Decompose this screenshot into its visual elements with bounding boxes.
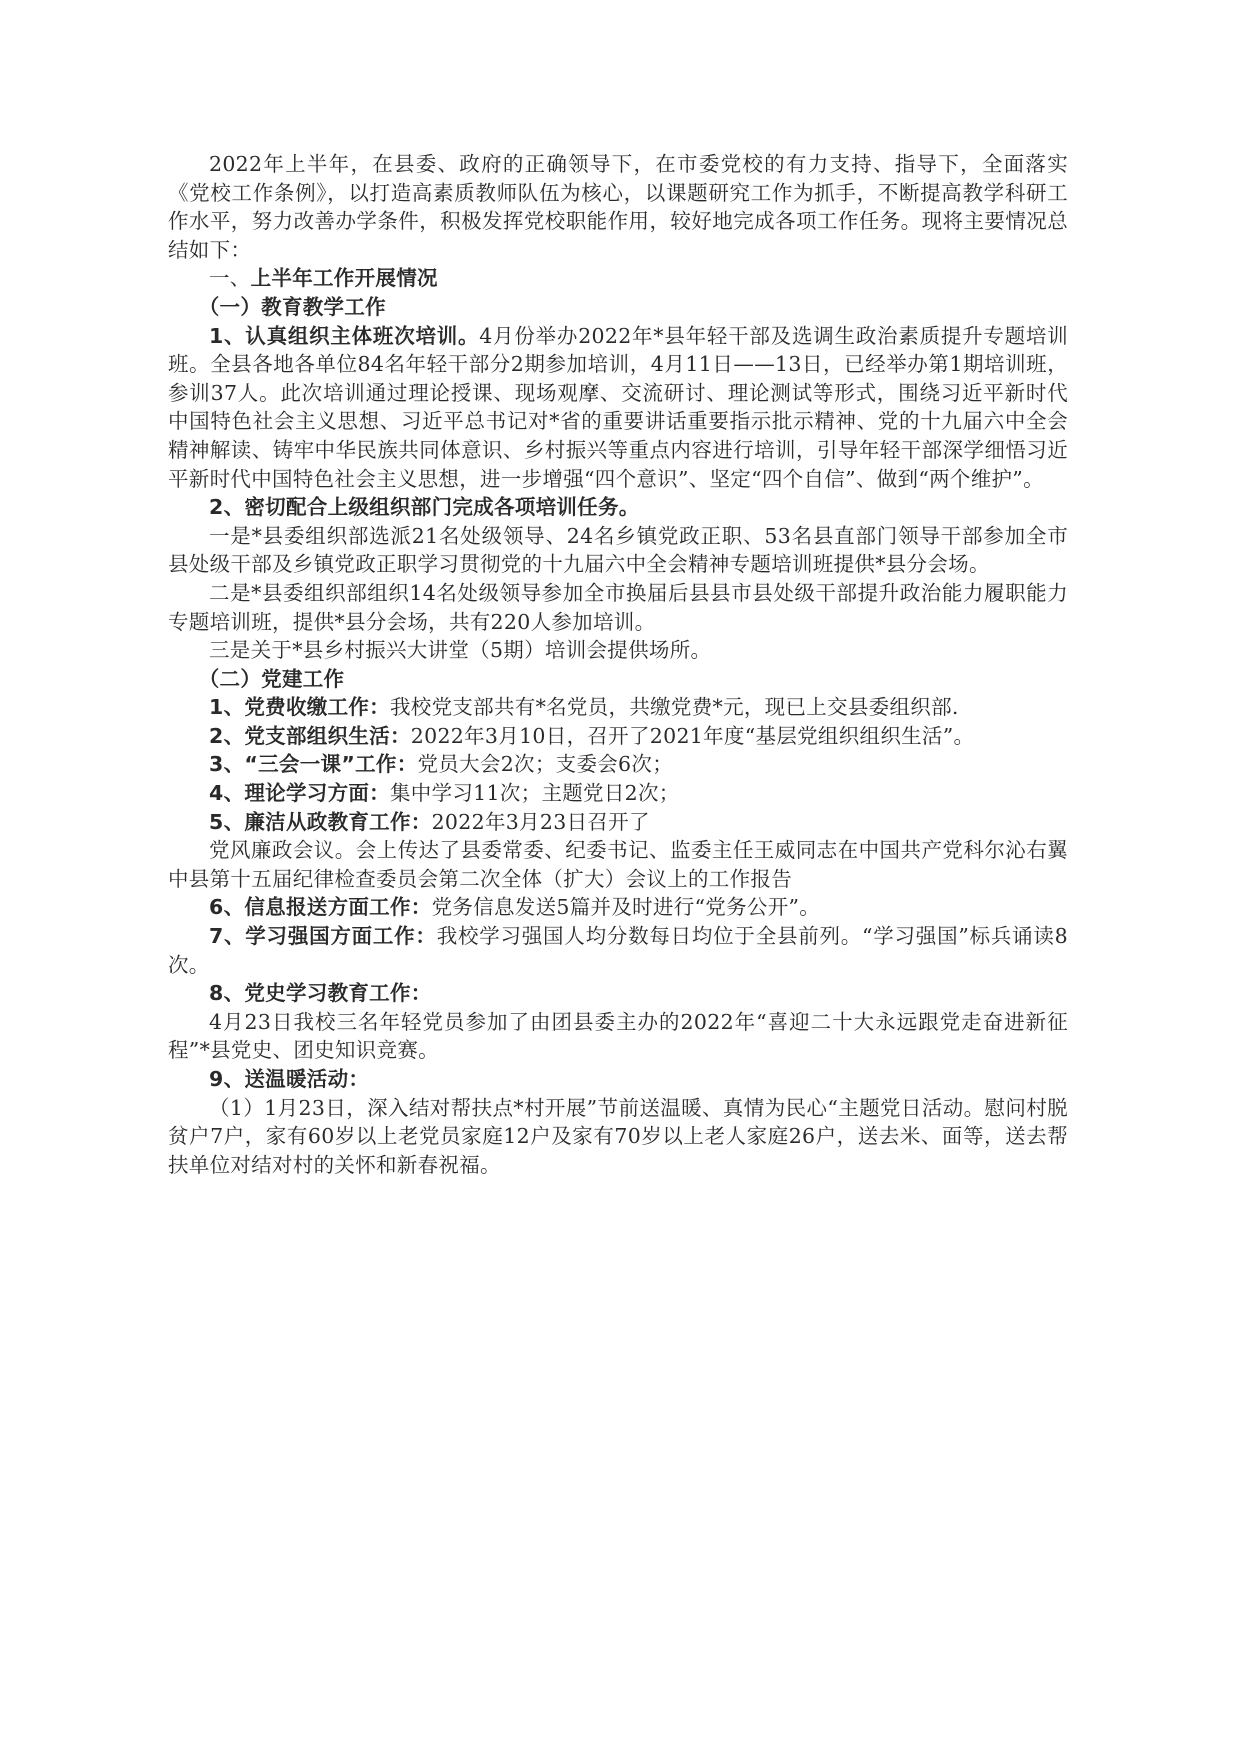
item-heading: 2、密切配合上级组织部门完成各项培训任务。 [209, 495, 640, 520]
party-item-5-continued: 党风廉政会议。会上传达了县委常委、纪委书记、监委主任王威同志在中国共产党科尔沁右翼中县第十五届纪律检查委员会第二次全体（扩大）会议上的工作报告 [168, 838, 1068, 891]
item-body: 我校党支部共有*名党员，共缴党费*元，现已上交县委组织部. [389, 695, 959, 720]
training-task-2: 二是*县委组织部组织14名处级领导参加全市换届后县县市县处级干部提升政治能力履职能力专题培训班，提供*县分会场，共有220人参加培训。 [168, 580, 1068, 634]
party-item-5 [168, 808, 1068, 837]
party-item-2 [168, 722, 1068, 751]
item-body: 党务信息发送5篇并及时进行“党务公开”。 [431, 895, 821, 920]
item-heading: 6、信息报送方面工作： [209, 895, 432, 920]
item-heading: 1、认真组织主体班次培训。 [209, 323, 480, 348]
item-heading: 1、党费收缴工作： [209, 695, 390, 720]
training-task-1: 一是*县委组织部选派21名处级领导、24名乡镇党政正职、53名县直部门领导干部参加全市县处级干部及乡镇党政正职学习贯彻党的十九届六中全会精神专题培训班提供*县分会场。 [168, 523, 1068, 577]
subsection-heading-party-building: （二）党建工作 [198, 666, 345, 691]
item-heading: 4、理论学习方面： [209, 781, 390, 806]
item-body: 2022年3月10日，召开了2021年度“基层党组织组织生活”。 [410, 723, 975, 748]
item-body: 4月份举办2022年*县年轻干部及选调生政治素质提升专题培训班。全县各地各单位84名年轻干部分2期参加培训，4月11日——13日，已经举办第1期培训班，参训37人。此次培训通过理论授课、现场观摩、交流研讨、理论测试等形式，围绕习近平新时代中国特色社会主义思想、习近平总书记对*省的重要讲话重要指示批示精神、党的十九届六中全会精神解读、铸牢中华民族共同体意识、乡村振兴等重点内容进行培训，引导年轻干部深学细悟习近平新时代中国特色社会主义思想，进一步增强“四个意识”、坚定“四个自信”、做到“两个维护”。 [168, 323, 1068, 491]
party-item-8 [168, 979, 1068, 1008]
item-heading: 8、党史学习教育工作： [209, 981, 432, 1006]
intro-paragraph: 2022年上半年，在县委、政府的正确领导下，在市委党校的有力支持、指导下，全面落实《党校工作条例》，以打造高素质教师队伍为核心，以课题研究工作为抓手，不断提高教学科研工作水平，努力改善办学条件，积极发挥党校职能作用，较好地完成各项工作任务。现将主要情况总结如下： [168, 152, 1068, 262]
party-item-8-body: 4月23日我校三名年轻党员参加了由团县委主办的2022年“喜迎二十大永远跟党走奋进新征程”*县党史、团史知识竞赛。 [168, 1009, 1068, 1063]
item-body: 我校学习强国人均分数每日均位于全县前列。“学习强国”标兵诵读8次。 [168, 924, 1068, 977]
party-item-9-body: （1）1月23日，深入结对帮扶点*村开展”节前送温暖、真情为民心“主题党日活动。慰问村脱贫户7户，家有60岁以上老党员家庭12户及家有70岁以上老人家庭26户，送去米、面等，送去帮扶单位对结对村的关怀和新春祝福。 [168, 1095, 1068, 1177]
training-task-3: 三是关于*县乡村振兴大讲堂（5期）培训会提供场所。 [209, 638, 712, 663]
section-title: 上半年工作开展情况 [250, 266, 438, 291]
item-heading: 5、廉洁从政教育工作： [209, 809, 432, 834]
party-item-9 [168, 1065, 1068, 1094]
item-body: 2022年3月23日召开了 [431, 809, 650, 834]
party-item-3 [168, 750, 1068, 779]
document-page [168, 150, 1068, 1179]
item-heading: 2、党支部组织生活： [209, 723, 411, 748]
party-item-7 [168, 922, 1068, 979]
item-heading: 9、送温暖活动： [209, 1067, 370, 1091]
party-item-4 [168, 779, 1068, 808]
item-body: 集中学习11次；主题党日2次； [389, 781, 680, 806]
item-body: 党员大会2次；支委会6次； [417, 752, 674, 777]
item-heading: 7、学习强国方面工作： [209, 924, 437, 949]
section-number: 一、 [209, 266, 251, 291]
subsection-heading-education: （一）教育教学工作 [198, 294, 386, 319]
party-item-1 [168, 693, 1068, 722]
section-heading-1 [168, 264, 1068, 293]
education-item-1 [168, 322, 1068, 494]
item-heading: 3、“三会一课”工作： [209, 752, 418, 777]
party-item-6 [168, 893, 1068, 922]
education-item-2 [168, 493, 1068, 522]
